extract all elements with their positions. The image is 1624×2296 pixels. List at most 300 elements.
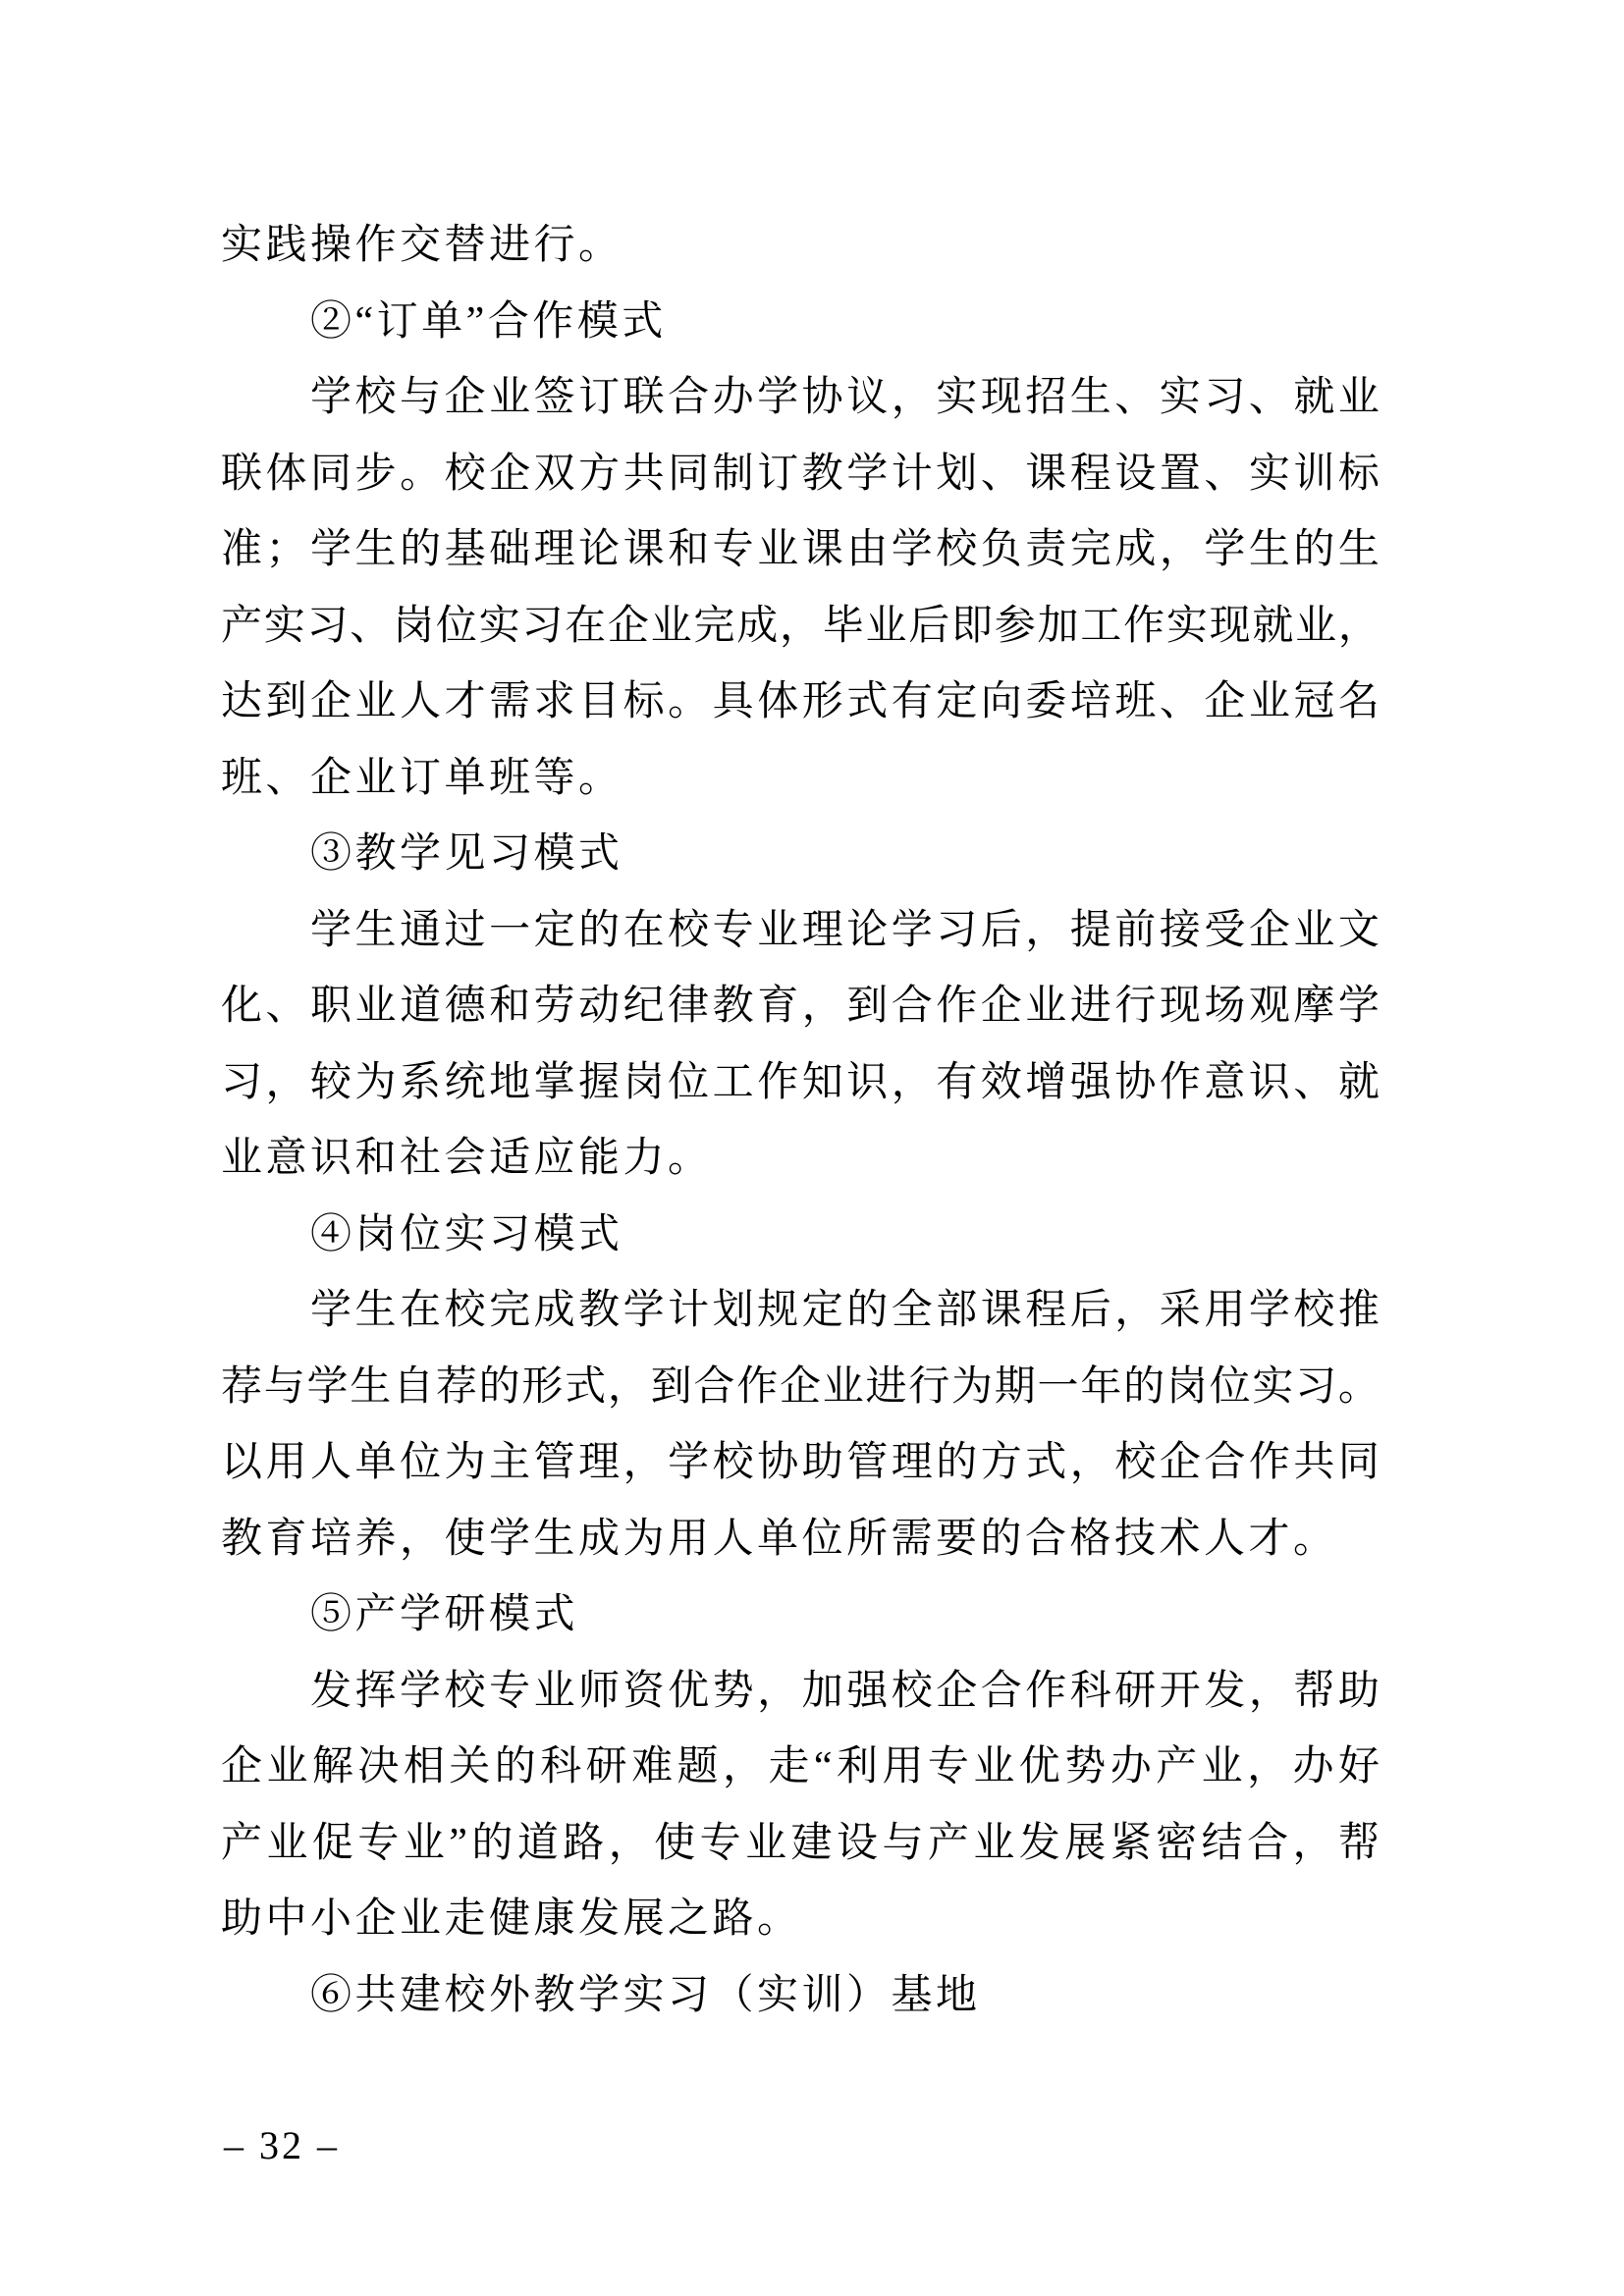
char: 相: [403, 1744, 445, 1789]
char: 理: [533, 527, 575, 572]
char: 办: [1292, 1744, 1334, 1789]
char: 企: [444, 375, 486, 420]
char: 具: [712, 679, 754, 724]
char: 学: [891, 907, 933, 953]
char: 学: [757, 375, 799, 420]
char: 专: [712, 527, 754, 572]
char: 生: [1337, 527, 1380, 572]
char: 难: [631, 1744, 674, 1789]
char: 、: [1114, 375, 1157, 420]
char: 业: [865, 603, 907, 649]
char: 习: [306, 603, 349, 649]
char: 用: [265, 1440, 307, 1485]
char: 德: [444, 984, 486, 1029]
char: 校: [936, 527, 978, 572]
char: 形: [801, 679, 843, 724]
char: 工: [1080, 603, 1122, 649]
char: 专: [927, 1744, 969, 1789]
char: 由: [846, 527, 889, 572]
char: 发: [1204, 1668, 1246, 1714]
char: 方: [578, 451, 621, 497]
char: 学: [623, 1288, 665, 1333]
char: 期: [994, 1363, 1036, 1410]
char: 体: [265, 451, 307, 497]
char: 育: [757, 984, 799, 1029]
char: 业: [1025, 984, 1067, 1029]
char: 产: [221, 1820, 263, 1866]
char: 程: [1025, 1288, 1067, 1333]
char: 合: [693, 1363, 735, 1410]
char: 联: [221, 451, 263, 497]
char: ，: [722, 1744, 764, 1789]
char: 识: [1248, 1059, 1290, 1105]
char: 关: [449, 1744, 491, 1789]
char: ，: [1337, 603, 1380, 649]
char: 式: [565, 1363, 607, 1410]
char: 意: [1204, 1059, 1246, 1105]
char: 业: [822, 1363, 864, 1410]
char: 建: [790, 1820, 833, 1866]
char: 、: [1248, 375, 1290, 420]
char: ，: [1292, 1820, 1334, 1866]
text-line: [221, 1425, 1380, 1502]
char: 与: [400, 375, 442, 420]
char: 纪: [623, 984, 665, 1029]
char: 校: [712, 1440, 754, 1485]
char: 业: [973, 1744, 1015, 1789]
char: 实: [1248, 451, 1290, 497]
char: 作: [936, 984, 978, 1029]
char: 利: [836, 1744, 878, 1789]
char: 学: [1248, 1288, 1290, 1333]
char: 增: [1025, 1059, 1067, 1105]
char: 掌: [533, 1059, 575, 1105]
char: ，: [1159, 527, 1201, 572]
char: 校: [444, 1288, 486, 1333]
char: 业: [1293, 907, 1335, 953]
char: 实: [936, 375, 978, 420]
text-line: 实践操作交替进行。: [221, 223, 623, 268]
text-line: [221, 665, 1380, 741]
text-line: [221, 893, 1380, 970]
char: 企: [310, 679, 352, 724]
text-line: [221, 1045, 1380, 1122]
char: 位: [400, 1440, 442, 1485]
char: 专: [699, 1820, 741, 1866]
char: 企: [221, 1744, 263, 1789]
char: 的: [1123, 1363, 1165, 1410]
char: 路: [563, 1820, 605, 1866]
char: 位: [1209, 1363, 1251, 1410]
char: 需: [489, 679, 531, 724]
char: 有: [891, 679, 933, 724]
char: 提: [1069, 907, 1111, 953]
text-line: [221, 360, 1380, 437]
char: 理: [891, 1440, 933, 1485]
char: 准: [221, 527, 263, 572]
char: 强: [846, 1668, 889, 1714]
char: 开: [1159, 1668, 1201, 1714]
char: 产: [927, 1820, 969, 1866]
char: 、: [1204, 451, 1246, 497]
char: 与: [882, 1820, 924, 1866]
char: 计: [668, 1288, 710, 1333]
char: 定: [801, 1288, 843, 1333]
char: 与: [263, 1363, 305, 1410]
char: 完: [1069, 527, 1111, 572]
char: 划: [936, 451, 978, 497]
char: 习: [1204, 375, 1246, 420]
char: 的: [478, 1363, 520, 1410]
text-line: 班、企业订单班等。: [221, 755, 623, 801]
char: 挥: [354, 1668, 397, 1714]
char: 进: [865, 1363, 907, 1410]
char: 校: [1293, 1288, 1335, 1333]
char: 题: [677, 1744, 719, 1789]
char: 密: [1156, 1820, 1198, 1866]
char: 企: [607, 603, 649, 649]
char: 现: [980, 375, 1022, 420]
char: 和: [489, 984, 531, 1029]
char: 紧: [1110, 1820, 1152, 1866]
char: 。: [400, 451, 442, 497]
char: 即: [951, 603, 994, 649]
char: 校: [444, 1668, 486, 1714]
char: 使: [654, 1820, 696, 1866]
char: 化: [221, 984, 263, 1029]
char: 办: [1110, 1744, 1152, 1789]
char: 专: [712, 907, 754, 953]
char: 理: [578, 1440, 621, 1485]
char: 加: [801, 1668, 843, 1714]
char: 现: [1159, 984, 1201, 1029]
text-line: [221, 1654, 1380, 1731]
char: 行: [908, 1363, 950, 1410]
char: 优: [1018, 1744, 1060, 1789]
char: 达: [221, 679, 263, 724]
char: 业: [745, 1820, 787, 1866]
char: 就: [1337, 1059, 1380, 1105]
char: 在: [565, 603, 607, 649]
char: 道: [516, 1820, 559, 1866]
text-line: [221, 589, 1380, 666]
char: 完: [489, 1288, 531, 1333]
char: 主: [489, 1440, 531, 1485]
char: 用: [1204, 1288, 1246, 1333]
char: 为: [444, 1440, 486, 1485]
char: 的: [471, 1820, 514, 1866]
char: 荐: [435, 1363, 477, 1410]
char: 业: [650, 603, 692, 649]
char: 劳: [533, 984, 575, 1029]
char: 全: [891, 1288, 933, 1333]
char: 势: [1064, 1744, 1107, 1789]
char: 业: [403, 1820, 445, 1866]
char: 学: [306, 1363, 349, 1410]
text-line: [221, 969, 1380, 1045]
char: 校: [444, 451, 486, 497]
char: 课: [980, 1288, 1022, 1333]
char: 式: [846, 679, 889, 724]
char: 有: [936, 1059, 978, 1105]
char: 管: [846, 1440, 889, 1485]
char: 向: [980, 679, 1022, 724]
char: 定: [936, 679, 978, 724]
char: 专: [489, 1668, 531, 1714]
char: 校: [354, 375, 397, 420]
char: 产: [221, 603, 263, 649]
char: 学: [310, 907, 352, 953]
char: 习: [1295, 1363, 1337, 1410]
char: 共: [1293, 1440, 1335, 1485]
char: 作: [757, 1059, 799, 1105]
char: 作: [1025, 1668, 1067, 1714]
char: 作: [736, 1363, 779, 1410]
char: 生: [354, 907, 397, 953]
char: 业: [354, 679, 397, 724]
char: 习: [221, 1059, 263, 1105]
text-line: ④岗位实习模式: [310, 1211, 623, 1257]
char: 双: [533, 451, 575, 497]
char: 较: [310, 1059, 352, 1105]
char: ，: [623, 1440, 665, 1485]
char: 、: [980, 451, 1022, 497]
char: 础: [489, 527, 531, 572]
char: “: [813, 1744, 833, 1789]
char: ，: [1069, 1440, 1111, 1485]
text-line: ③教学见习模式: [310, 831, 623, 877]
char: 业: [757, 527, 799, 572]
char: 在: [623, 907, 665, 953]
char: 的: [578, 907, 621, 953]
char: 岗: [623, 1059, 665, 1105]
char: 学: [310, 527, 352, 572]
text-line: [221, 437, 1380, 513]
char: 的: [936, 1440, 978, 1485]
char: 接: [1159, 907, 1201, 953]
char: ，: [1025, 907, 1067, 953]
text-line: [221, 512, 1380, 589]
char: 现: [1209, 603, 1251, 649]
char: 签: [533, 375, 575, 420]
char: 企: [980, 984, 1022, 1029]
char: 科: [1069, 1668, 1111, 1714]
char: 业: [1295, 603, 1337, 649]
char: 生: [1248, 527, 1290, 572]
char: 强: [1069, 1059, 1111, 1105]
char: ，: [1114, 1288, 1157, 1333]
char: 课: [623, 527, 665, 572]
char: 教: [801, 451, 843, 497]
char: 年: [1080, 1363, 1122, 1410]
char: 同: [1337, 1440, 1380, 1485]
char: 发: [310, 1668, 352, 1714]
page-number: – 32 –: [224, 2123, 340, 2167]
char: 制: [712, 451, 754, 497]
char: 校: [1114, 1440, 1157, 1485]
char: 到: [846, 984, 889, 1029]
char: 业: [973, 1820, 1015, 1866]
char: 作: [1248, 1440, 1290, 1485]
char: 规: [757, 1288, 799, 1333]
char: 作: [1159, 1059, 1201, 1105]
text-line: [221, 1730, 1380, 1806]
char: 生: [1069, 375, 1111, 420]
char: 、: [265, 984, 307, 1029]
char: 企: [1204, 679, 1246, 724]
char: 助: [1337, 1668, 1380, 1714]
char: 作: [1123, 603, 1165, 649]
char: 式: [1025, 1440, 1067, 1485]
char: 促: [311, 1820, 353, 1866]
char: 定: [533, 907, 575, 953]
char: 学: [400, 1668, 442, 1714]
char: 位: [435, 603, 477, 649]
char: 道: [400, 984, 442, 1029]
char: 师: [578, 1668, 621, 1714]
char: 体: [757, 679, 799, 724]
char: ，: [757, 1668, 799, 1714]
char: 人: [310, 1440, 352, 1485]
char: 科: [540, 1744, 582, 1789]
char: 同: [310, 451, 352, 497]
char: 步: [354, 451, 397, 497]
char: 资: [623, 1668, 665, 1714]
char: ，: [607, 1363, 649, 1410]
char: 同: [668, 451, 710, 497]
char: 成: [533, 1288, 575, 1333]
char: 学: [1337, 984, 1380, 1029]
char: 企: [936, 1668, 978, 1714]
char: 到: [265, 679, 307, 724]
char: 教: [578, 1288, 621, 1333]
char: 业: [1337, 375, 1380, 420]
char: 生: [354, 1288, 397, 1333]
char: 实: [1165, 603, 1208, 649]
char: 完: [693, 603, 735, 649]
char: 求: [533, 679, 575, 724]
char: 业: [266, 1744, 308, 1789]
char: 合: [980, 1668, 1022, 1714]
char: 业: [757, 907, 799, 953]
char: 进: [1069, 984, 1111, 1029]
char: 标: [1337, 451, 1380, 497]
char: 就: [1252, 603, 1294, 649]
char: 地: [489, 1059, 531, 1105]
char: 成: [1114, 527, 1157, 572]
char: 企: [1159, 1440, 1201, 1485]
char: 观: [1248, 984, 1290, 1029]
char: 设: [836, 1820, 878, 1866]
text-line: 教育培养，使学生成为用人单位所需要的合格技术人才。: [221, 1516, 1338, 1562]
char: 后: [980, 907, 1022, 953]
char: ，: [1247, 1744, 1289, 1789]
char: 办: [712, 375, 754, 420]
char: ，: [1248, 1668, 1290, 1714]
char: 识: [846, 1059, 889, 1105]
text-line: ⑤产学研模式: [310, 1592, 579, 1637]
char: 前: [1114, 907, 1157, 953]
char: 论: [846, 907, 889, 953]
char: 联: [623, 375, 665, 420]
char: 学: [1204, 527, 1246, 572]
char: 决: [357, 1744, 400, 1789]
text-line: [221, 1350, 1380, 1426]
char: 基: [444, 527, 486, 572]
char: 握: [578, 1059, 621, 1105]
char: 招: [1025, 375, 1067, 420]
char: 文: [1337, 907, 1380, 953]
char: 合: [1247, 1820, 1289, 1866]
char: 。: [1337, 1363, 1380, 1410]
char: 共: [623, 451, 665, 497]
char: 业: [533, 1668, 575, 1714]
char: 律: [668, 984, 710, 1029]
char: 业: [1248, 679, 1290, 724]
char: 企: [779, 1363, 821, 1410]
char: 协: [1114, 1059, 1157, 1105]
char: 知: [801, 1059, 843, 1105]
char: 培: [1069, 679, 1111, 724]
char: 帮: [1293, 1668, 1335, 1714]
char: 标: [623, 679, 665, 724]
char: 为: [951, 1363, 994, 1410]
char: 和: [668, 527, 710, 572]
char: 的: [400, 527, 442, 572]
text-line: [221, 1806, 1380, 1883]
char: 议: [846, 375, 889, 420]
char: 发: [1018, 1820, 1060, 1866]
char: 工: [712, 1059, 754, 1105]
char: 摩: [1293, 984, 1335, 1029]
char: ”: [449, 1820, 467, 1866]
char: 班: [1114, 679, 1157, 724]
char: 名: [1337, 679, 1380, 724]
char: 订: [578, 375, 621, 420]
char: 自: [393, 1363, 435, 1410]
char: 协: [801, 375, 843, 420]
char: 通: [400, 907, 442, 953]
char: 加: [1037, 603, 1079, 649]
char: ，: [801, 984, 843, 1029]
char: 助: [801, 1440, 843, 1485]
char: 动: [578, 984, 621, 1029]
char: 后: [908, 603, 950, 649]
char: 后: [1069, 1288, 1111, 1333]
text-line: 助中小企业走健康发展之路。: [221, 1896, 802, 1942]
char: 冠: [1293, 679, 1335, 724]
char: 合: [1204, 1440, 1246, 1485]
char: 责: [1025, 527, 1067, 572]
char: 论: [578, 527, 621, 572]
char: 形: [521, 1363, 564, 1410]
text-line: ⑥共建校外教学实习（实训）基地: [310, 1972, 981, 2018]
char: 为: [354, 1059, 397, 1105]
char: 效: [980, 1059, 1022, 1105]
char: 课: [801, 527, 843, 572]
char: 到: [650, 1363, 692, 1410]
char: 荐: [221, 1363, 263, 1410]
char: 协: [757, 1440, 799, 1485]
char: 展: [1064, 1820, 1107, 1866]
char: 方: [980, 1440, 1022, 1485]
char: 划: [712, 1288, 754, 1333]
char: 学: [846, 451, 889, 497]
char: 生: [354, 527, 397, 572]
char: 学: [310, 1288, 352, 1333]
char: 业: [354, 984, 397, 1029]
char: ，: [891, 375, 933, 420]
